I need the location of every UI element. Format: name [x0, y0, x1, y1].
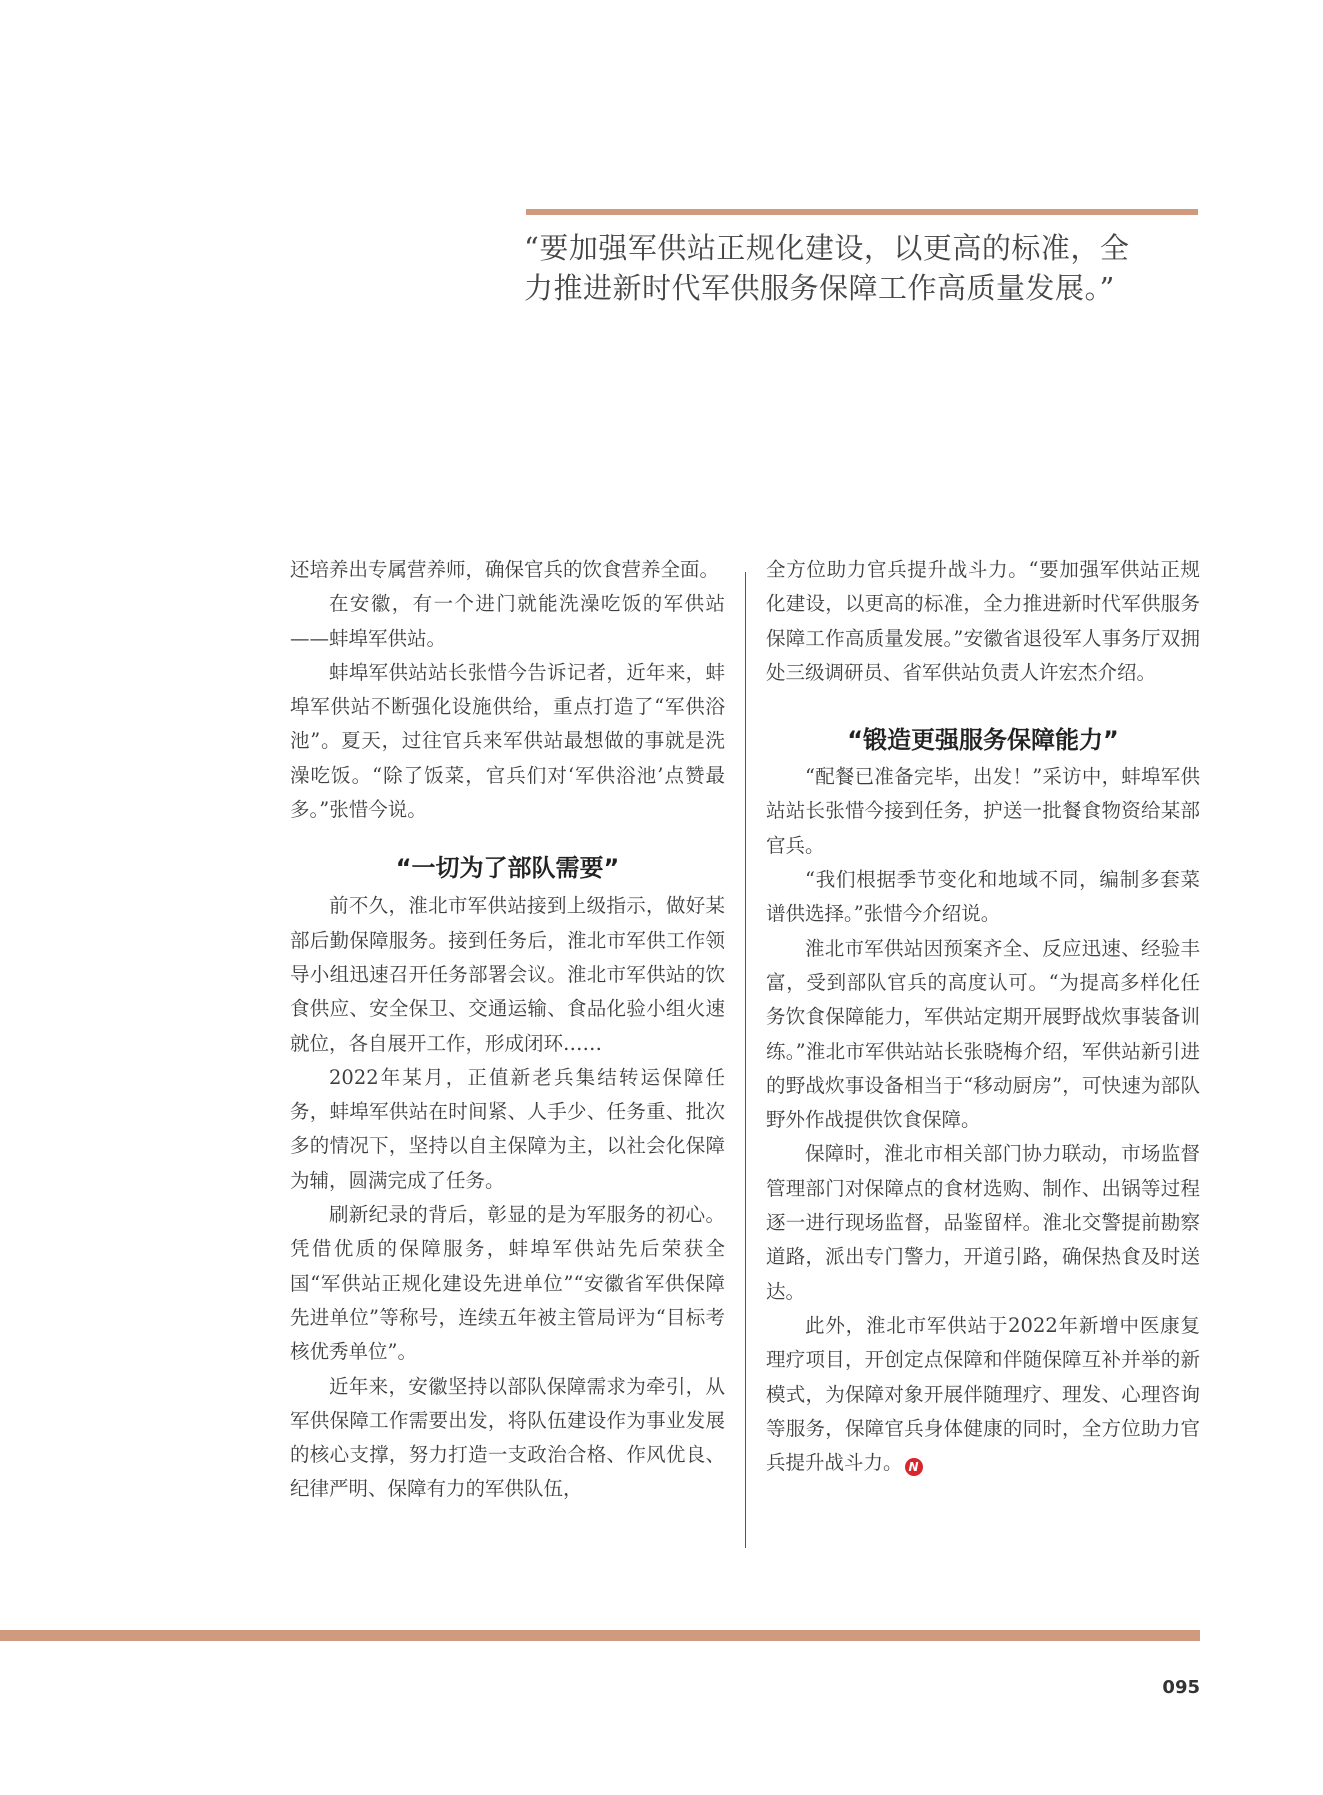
- right-paragraph-4: 淮北市军供站因预案齐全、反应迅速、经验丰富，受到部队官兵的高度认可。“为提高多样化任务饮食保障能力，军供站定期开展野战炊事装备训练。”淮北市军供站站长张晓梅介绍，军供站新引进的野战炊事设备相当于“移动厨房”，可快速为部队野外作战提供饮食保障。: [766, 936, 1200, 1132]
- pull-quote: [524, 228, 1200, 308]
- right-paragraph-5: 保障时，淮北市相关部门协力联动，市场监督管理部门对保障点的食材选购、制作、出锅等过程逐一进行现场监督，品鉴留样。淮北交警提前勘察道路，派出专门警力，开道引路，确保热食及时送达。: [766, 1142, 1200, 1303]
- left-column: [290, 553, 725, 1507]
- section-heading-1: “一切为了部队需要”: [395, 854, 620, 883]
- left-paragraph-7: 近年来，安徽坚持以部队保障需求为牵引，从军供保障工作需要出发，将队伍建设作为事业发展的核心支撑，努力打造一支政治合格、作风优良、纪律严明、保障有力的军供队伍，: [290, 1374, 725, 1501]
- left-paragraph-6: 刷新纪录的背后，彰显的是为军服务的初心。凭借优质的保障服务，蚌埠军供站先后荣获全国“军供站正规化建设先进单位”“安徽省军供保障先进单位”等称号，连续五年被主管局评为“目标考核优秀单位”。: [290, 1203, 725, 1364]
- pull-quote-line-1: “要加强军供站正规化建设，以更高的标准，全: [524, 231, 1130, 265]
- end-mark-icon: N: [905, 1458, 923, 1476]
- pull-quote-line-2: 力推进新时代军供服务保障工作高质量发展。”: [524, 271, 1115, 305]
- page-number: 095: [1162, 1677, 1200, 1698]
- left-paragraph-4: 前不久，淮北市军供站接到上级指示，做好某部后勤保障服务。接到任务后，淮北市军供工作领导小组迅速召开任务部署会议。淮北市军供站的饮食供应、安全保卫、交通运输、食品化验小组火速就位，各自展开工作，形成闭环……: [290, 894, 725, 1055]
- right-paragraph-3: “我们根据季节变化和地域不同，编制多套菜谱供选择。”张惜今介绍说。: [766, 868, 1200, 926]
- right-paragraph-6: [766, 1309, 1200, 1480]
- bottom-accent-rule: [0, 1630, 1200, 1641]
- left-paragraph-5: 2022年某月，正值新老兵集结转运保障任务，蚌埠军供站在时间紧、人手少、任务重、批次多的情况下，坚持以自主保障为主，以社会化保障为辅，圆满完成了任务。: [290, 1065, 725, 1192]
- left-paragraph-1: 还培养出专属营养师，确保官兵的饮食营养全面。: [290, 558, 720, 581]
- section-heading-2: “锻造更强服务保障能力”: [847, 726, 1119, 755]
- right-paragraph-2: “配餐已准备完毕，出发！”采访中，蚌埠军供站站长张惜今接到任务，护送一批餐食物资给某部官兵。: [766, 765, 1200, 857]
- left-paragraph-3: 蚌埠军供站站长张惜今告诉记者，近年来，蚌埠军供站不断强化设施供给，重点打造了“军供浴池”。夏天，过往官兵来军供站最想做的事就是洗澡吃饭。“除了饭菜，官兵们对‘军供浴池’点赞最多。”张惜今说。: [290, 660, 725, 822]
- left-paragraph-2: 在安徽，有一个进门就能洗澡吃饭的军供站——蚌埠军供站。: [290, 592, 725, 650]
- column-divider: [745, 572, 746, 1548]
- right-paragraph-6-text: 此外，淮北市军供站于2022年新增中医康复理疗项目，开创定点保障和伴随保障互补并举的新模式，为保障对象开展伴随理疗、理发、心理咨询等服务，保障官兵身体健康的同时，全方位助力官兵提升战斗力。: [766, 1313, 1200, 1475]
- right-column: [766, 553, 1200, 1480]
- right-paragraph-1: 全方位助力官兵提升战斗力。“要加强军供站正规化建设，以更高的标准，全力推进新时代军供服务保障工作高质量发展。”安徽省退役军人事务厅双拥处三级调研员、省军供站负责人许宏杰介绍。: [766, 558, 1200, 684]
- top-accent-rule: [526, 209, 1198, 215]
